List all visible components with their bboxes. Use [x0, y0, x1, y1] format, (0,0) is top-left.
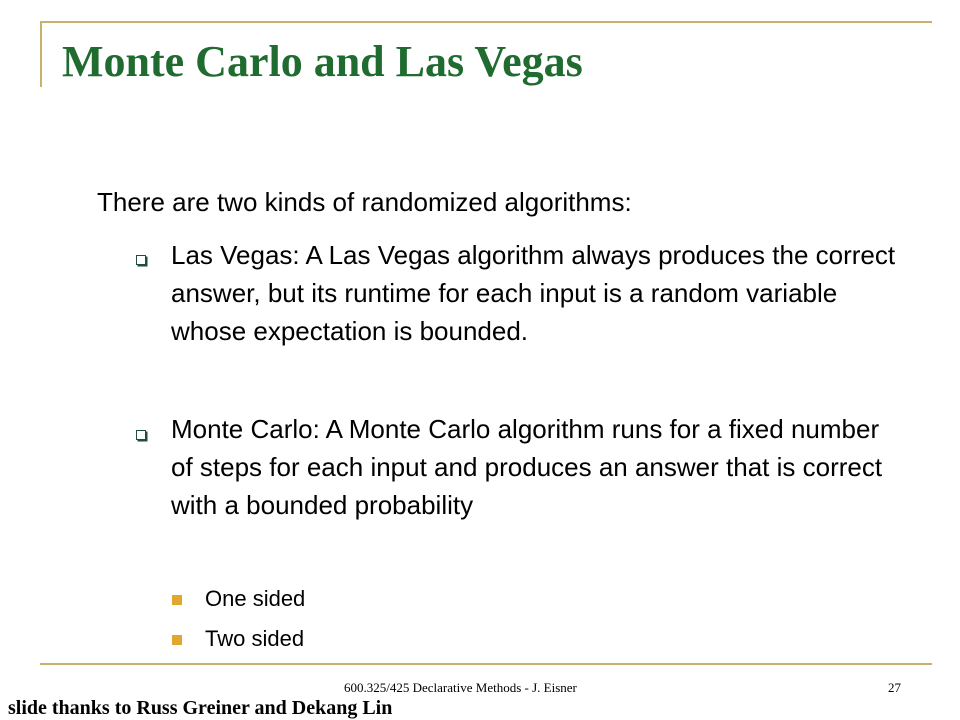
- sub-item-two-sided: Two sided: [205, 626, 305, 651]
- page-number: 27: [888, 680, 901, 695]
- credit-text: slide thanks to Russ Greiner and Dekang Lin: [8, 697, 393, 719]
- intro-text: There are two kinds of randomized algorithms:: [97, 187, 632, 217]
- hollow-square-bullet-icon: [136, 255, 146, 265]
- list-item-monte-carlo: Monte Carlo: A Monte Carlo algorithm runs for a fixed number of steps for each input and produces an answer that is correct with a bounded probability: [171, 414, 883, 520]
- frame-top-line: [40, 21, 932, 23]
- hollow-square-bullet-icon: [136, 430, 146, 440]
- sub-item-one-sided: One sided: [205, 586, 306, 611]
- slide-title: Monte Carlo and Las Vegas: [62, 37, 583, 86]
- filled-square-bullet-icon: [172, 635, 182, 645]
- footer-text: 600.325/425 Declarative Methods - J. Eisner: [344, 680, 577, 695]
- frame-left-line: [40, 21, 42, 87]
- filled-square-bullet-icon: [172, 595, 182, 605]
- list-item-las-vegas: Las Vegas: A Las Vegas algorithm always produces the correct answer, but its runtime for each input is a random variable whose expectation is bounded.: [171, 240, 896, 346]
- frame-bottom-line: [40, 663, 932, 665]
